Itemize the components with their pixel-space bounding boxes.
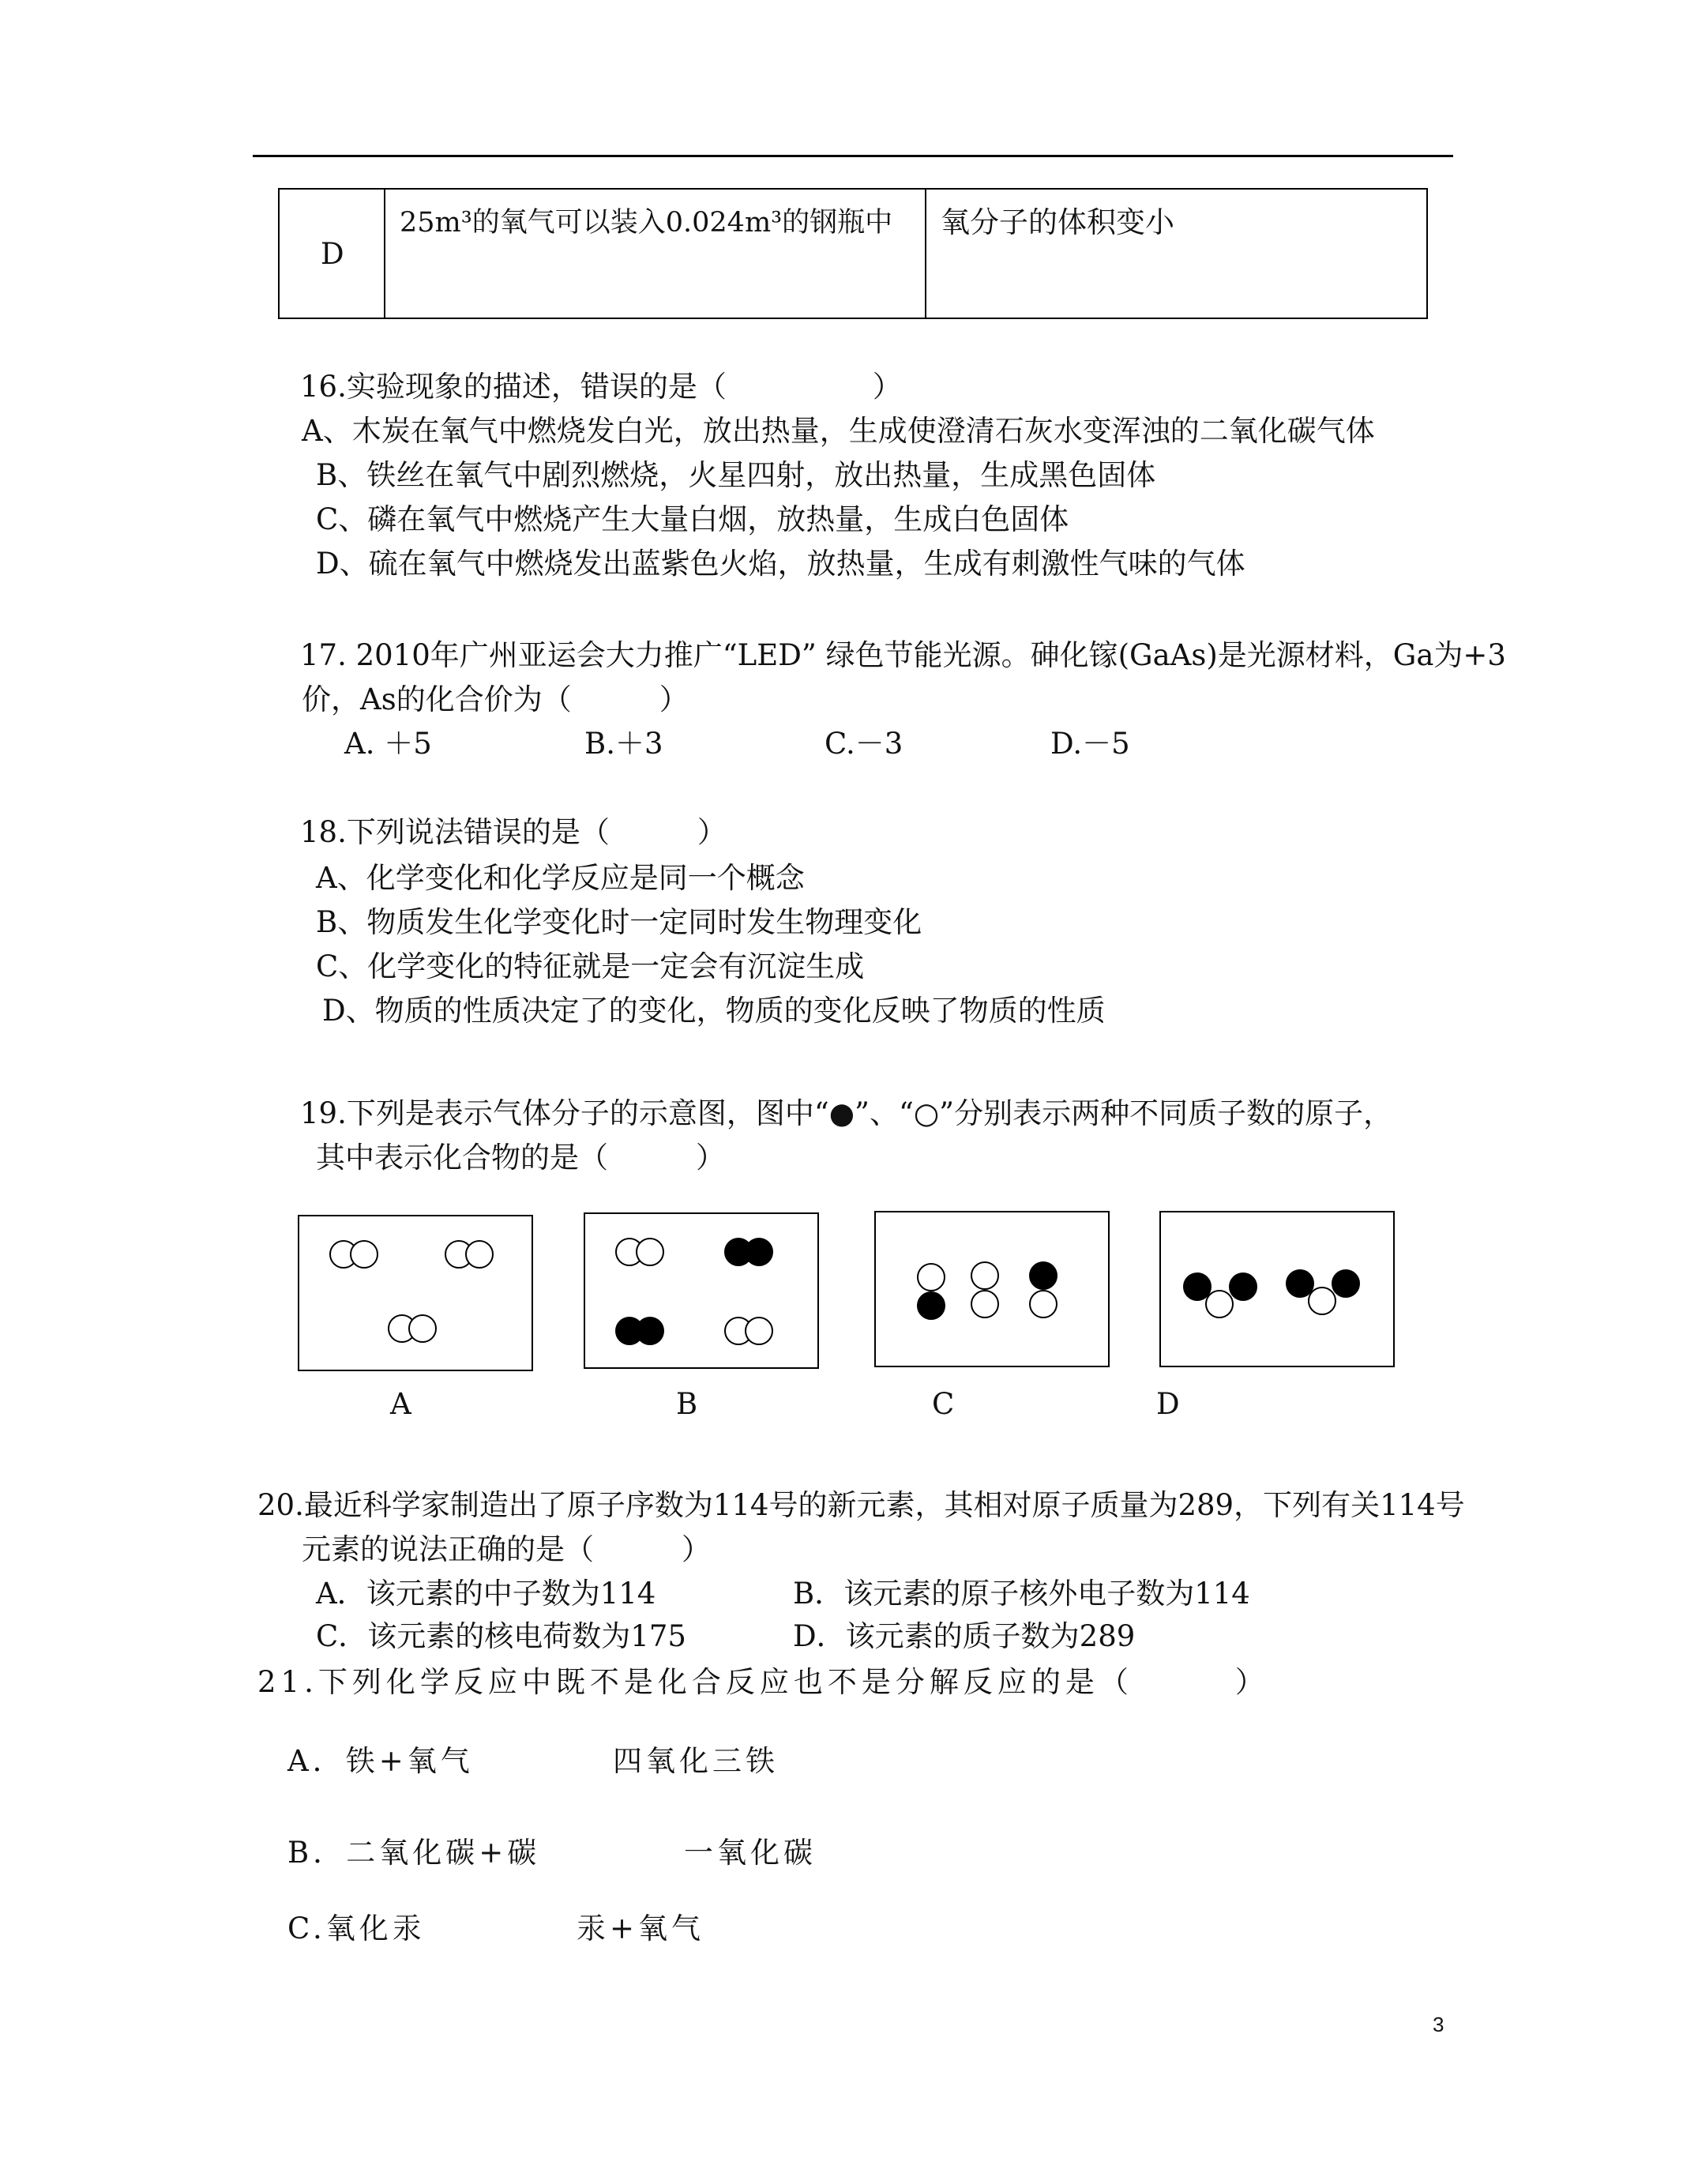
table-explanation: 氧分子的体积变小 <box>941 205 1174 239</box>
diagram-label-c: C <box>932 1387 955 1421</box>
q16-option-d: D、硫在氧气中燃烧发出蓝紫色火焰，放热量，生成有刺激性气味的气体 <box>316 547 1245 581</box>
table-cell-letter <box>280 190 385 318</box>
q21-reaction-c-right: 汞+氧气 <box>577 1911 705 1945</box>
table-cell-explanation <box>926 190 1428 318</box>
q21-reaction-c-left: C.氧化汞 <box>287 1911 426 1945</box>
q17-option-d: D.－5 <box>1050 727 1130 761</box>
table-letter: D <box>321 237 344 271</box>
q20-option-a: A．该元素的中子数为114 <box>316 1577 656 1611</box>
q16-option-b: B、铁丝在氧气中剧烈燃烧，火星四射，放出热量，生成黑色固体 <box>316 458 1156 492</box>
q18-option-d: D、物质的性质决定了的变化，物质的变化反映了物质的性质 <box>322 994 1106 1028</box>
molecule-diagram-b <box>584 1212 819 1369</box>
q18-stem: 18.下列说法错误的是（ ） <box>300 815 727 849</box>
diagram-label-a: A <box>390 1387 411 1421</box>
q20-option-b: B．该元素的原子核外电子数为114 <box>793 1577 1250 1611</box>
white-atom <box>636 1238 664 1266</box>
q19-line2: 其中表示化合物的是（ ） <box>316 1141 725 1175</box>
q21-reaction-a-left: A．铁+氧气 <box>287 1744 474 1778</box>
q18-option-b: B、物质发生化学变化时一定同时发生物理变化 <box>316 905 922 939</box>
white-atom <box>350 1240 378 1269</box>
q21-reaction-a-right: 四氧化三铁 <box>613 1744 779 1778</box>
q16-option-c: C、磷在氧气中燃烧产生大量白烟，放热量，生成白色固体 <box>316 502 1069 536</box>
black-atom <box>917 1291 945 1320</box>
q17-line1: 17. 2010年广州亚运会大力推广“LED” 绿色节能光源。砷化镓(GaAs)是光源材料，Ga为+3 <box>300 638 1506 672</box>
white-atom <box>1205 1290 1234 1318</box>
diagram-label-d: D <box>1156 1387 1180 1421</box>
q18-option-a: A、化学变化和化学反应是同一个概念 <box>316 861 805 895</box>
q20-line1: 20.最近科学家制造出了原子序数为114号的新元素，其相对原子质量为289，下列有关114号 <box>257 1488 1465 1522</box>
q17-option-b: B.＋3 <box>584 727 663 761</box>
q17-line2: 价，As的化合价为（ ） <box>302 682 689 716</box>
white-atom <box>971 1261 999 1290</box>
table-fact: 25m³的氧气可以装入0.024m³的钢瓶中 <box>400 207 893 239</box>
q21-reaction-b-right: 一氧化碳 <box>684 1836 817 1870</box>
white-atom <box>465 1240 494 1269</box>
white-atom <box>917 1263 945 1291</box>
molecule-diagram-d <box>1159 1211 1395 1367</box>
black-atom <box>1229 1272 1257 1301</box>
black-atom <box>745 1238 773 1266</box>
q16-stem: 16.实验现象的描述，错误的是（ ） <box>300 370 902 404</box>
q16-option-a: A、木炭在氧气中燃烧发白光，放出热量，生成使澄清石灰水变浑浊的二氧化碳气体 <box>302 414 1375 448</box>
black-atom <box>1332 1269 1360 1298</box>
black-atom <box>1029 1261 1057 1290</box>
q18-option-c: C、化学变化的特征就是一定会有沉淀生成 <box>316 949 865 983</box>
white-atom <box>745 1317 773 1345</box>
q17-option-a: A. ＋5 <box>344 727 432 761</box>
q20-option-d: D．该元素的质子数为289 <box>793 1619 1136 1653</box>
q21-stem: 21.下列化学反应中既不是化合反应也不是分解反应的是（ ） <box>257 1665 1269 1699</box>
q17-option-c: C.－3 <box>825 727 903 761</box>
q19-line1: 19.下列是表示气体分子的示意图，图中“●”、“○”分别表示两种不同质子数的原子， <box>300 1096 1393 1130</box>
q21-reaction-b-left: B．二氧化碳+碳 <box>287 1836 541 1870</box>
header-rule <box>253 155 1453 157</box>
black-atom <box>636 1317 664 1345</box>
white-atom <box>971 1290 999 1318</box>
q20-line2: 元素的说法正确的是（ ） <box>302 1532 711 1566</box>
q20-option-c: C．该元素的核电荷数为175 <box>316 1619 686 1653</box>
molecule-diagram-c <box>874 1211 1110 1367</box>
page-number: 3 <box>1433 2013 1444 2036</box>
table-cell-fact <box>385 190 926 318</box>
diagram-label-b: B <box>676 1387 698 1421</box>
white-atom <box>1029 1290 1057 1318</box>
molecule-diagram-a <box>298 1215 533 1371</box>
answer-table <box>278 188 1428 319</box>
white-atom <box>408 1314 437 1343</box>
white-atom <box>1308 1287 1336 1315</box>
